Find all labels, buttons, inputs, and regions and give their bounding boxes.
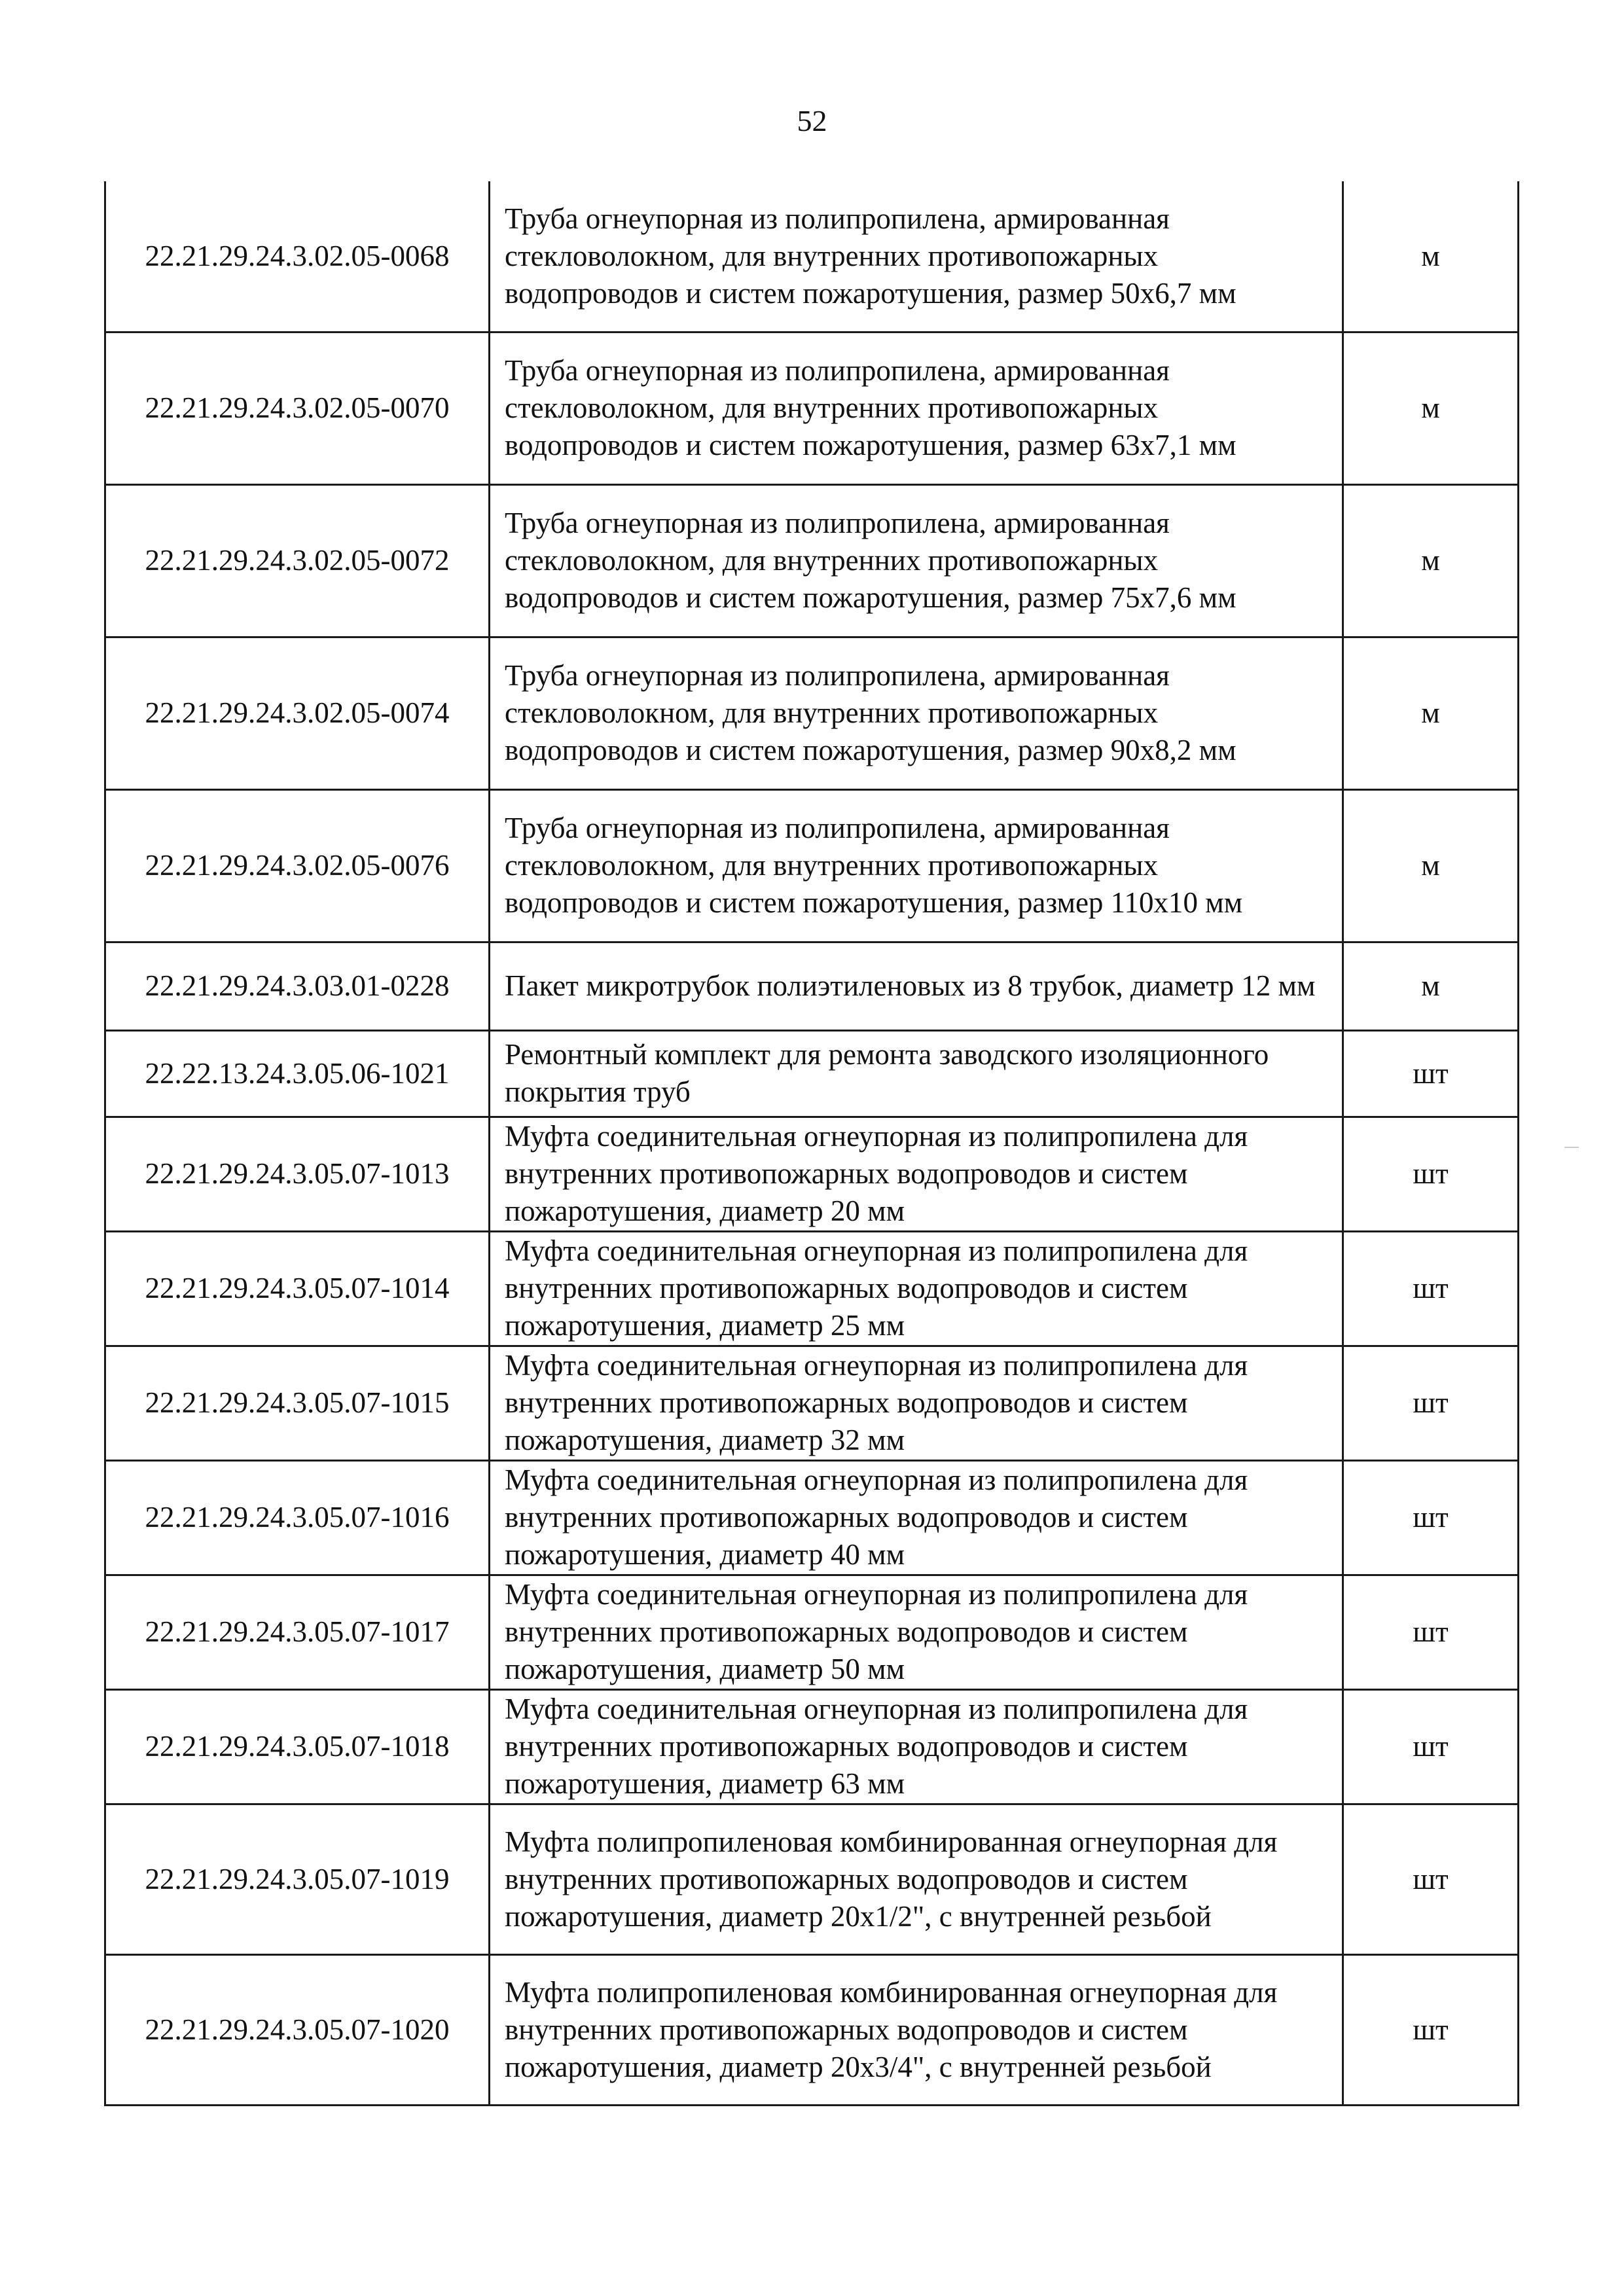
- row-unit: шт: [1343, 1460, 1519, 1575]
- row-code: 22.21.29.24.3.05.07-1017: [105, 1575, 490, 1689]
- table-row: [105, 484, 1519, 637]
- row-code: 22.22.13.24.3.05.06-1021: [105, 1030, 490, 1117]
- row-description: Муфта соединительная огнеупорная из полипропилена для внутренних противопожарных водопроводов и систем пожаротушения, диаметр 32 мм: [490, 1346, 1343, 1460]
- row-unit: м: [1343, 332, 1519, 484]
- row-code: 22.21.29.24.3.02.05-0070: [105, 332, 490, 484]
- row-unit: шт: [1343, 1117, 1519, 1231]
- row-description: Пакет микротрубок полиэтиленовых из 8 трубок, диаметр 12 мм: [490, 942, 1343, 1030]
- table-row: [105, 1804, 1519, 1954]
- table-row: [105, 1231, 1519, 1346]
- row-unit: шт: [1343, 1954, 1519, 2105]
- row-description: Муфта соединительная огнеупорная из полипропилена для внутренних противопожарных водопроводов и систем пожаротушения, диаметр 20 мм: [490, 1117, 1343, 1231]
- row-code: 22.21.29.24.3.02.05-0068: [105, 181, 490, 332]
- row-description: Ремонтный комплект для ремонта заводского изоляционного покрытия труб: [490, 1030, 1343, 1117]
- row-description: Муфта полипропиленовая комбинированная огнеупорная для внутренних противопожарных водопроводов и систем пожаротушения, диаметр 20х3/4", с внутренней резьбой: [490, 1954, 1343, 2105]
- row-unit: шт: [1343, 1346, 1519, 1460]
- row-code: 22.21.29.24.3.02.05-0074: [105, 637, 490, 789]
- table-row: [105, 332, 1519, 484]
- table-row: [105, 1689, 1519, 1804]
- row-description: Труба огнеупорная из полипропилена, армированная стекловолокном, для внутренних противопожарных водопроводов и систем пожаротушения, размер 50х6,7 мм: [490, 181, 1343, 332]
- table-row: [105, 1575, 1519, 1689]
- table-row: [105, 1460, 1519, 1575]
- table-row: [105, 1346, 1519, 1460]
- row-unit: м: [1343, 181, 1519, 332]
- row-code: 22.21.29.24.3.05.07-1016: [105, 1460, 490, 1575]
- row-code: 22.21.29.24.3.03.01-0228: [105, 942, 490, 1030]
- row-description: Муфта соединительная огнеупорная из полипропилена для внутренних противопожарных водопроводов и систем пожаротушения, диаметр 63 мм: [490, 1689, 1343, 1804]
- page-number: 52: [797, 104, 827, 137]
- table-row: [105, 1030, 1519, 1117]
- row-description: Муфта соединительная огнеупорная из полипропилена для внутренних противопожарных водопроводов и систем пожаротушения, диаметр 50 мм: [490, 1575, 1343, 1689]
- row-code: 22.21.29.24.3.05.07-1014: [105, 1231, 490, 1346]
- row-unit: шт: [1343, 1030, 1519, 1117]
- table-row: [105, 637, 1519, 789]
- row-description: Труба огнеупорная из полипропилена, армированная стекловолокном, для внутренних противопожарных водопроводов и систем пожаротушения, размер 90х8,2 мм: [490, 637, 1343, 789]
- row-code: 22.21.29.24.3.05.07-1018: [105, 1689, 490, 1804]
- table-row: [105, 1117, 1519, 1231]
- row-description: Муфта соединительная огнеупорная из полипропилена для внутренних противопожарных водопроводов и систем пожаротушения, диаметр 25 мм: [490, 1231, 1343, 1346]
- row-unit: шт: [1343, 1231, 1519, 1346]
- row-description: Труба огнеупорная из полипропилена, армированная стекловолокном, для внутренних противопожарных водопроводов и систем пожаротушения, размер 110х10 мм: [490, 789, 1343, 942]
- row-code: 22.21.29.24.3.02.05-0076: [105, 789, 490, 942]
- row-unit: м: [1343, 789, 1519, 942]
- row-unit: шт: [1343, 1689, 1519, 1804]
- row-code: 22.21.29.24.3.02.05-0072: [105, 484, 490, 637]
- row-code: 22.21.29.24.3.05.07-1015: [105, 1346, 490, 1460]
- row-code: 22.21.29.24.3.05.07-1013: [105, 1117, 490, 1231]
- row-description: Муфта полипропиленовая комбинированная огнеупорная для внутренних противопожарных водопроводов и систем пожаротушения, диаметр 20х1/2", с внутренней резьбой: [490, 1804, 1343, 1954]
- scan-artifact: [1564, 1147, 1579, 1148]
- row-description: Муфта соединительная огнеупорная из полипропилена для внутренних противопожарных водопроводов и систем пожаротушения, диаметр 40 мм: [490, 1460, 1343, 1575]
- table-row: [105, 1954, 1519, 2105]
- row-description: Труба огнеупорная из полипропилена, армированная стекловолокном, для внутренних противопожарных водопроводов и систем пожаротушения, размер 63х7,1 мм: [490, 332, 1343, 484]
- row-description: Труба огнеупорная из полипропилена, армированная стекловолокном, для внутренних противопожарных водопроводов и систем пожаротушения, размер 75х7,6 мм: [490, 484, 1343, 637]
- resource-table: [104, 181, 1519, 2106]
- row-unit: шт: [1343, 1804, 1519, 1954]
- table-row: [105, 942, 1519, 1030]
- row-code: 22.21.29.24.3.05.07-1019: [105, 1804, 490, 1954]
- table-row: [105, 789, 1519, 942]
- row-unit: шт: [1343, 1575, 1519, 1689]
- table-row: [105, 181, 1519, 332]
- row-unit: м: [1343, 942, 1519, 1030]
- row-unit: м: [1343, 637, 1519, 789]
- row-code: 22.21.29.24.3.05.07-1020: [105, 1954, 490, 2105]
- row-unit: м: [1343, 484, 1519, 637]
